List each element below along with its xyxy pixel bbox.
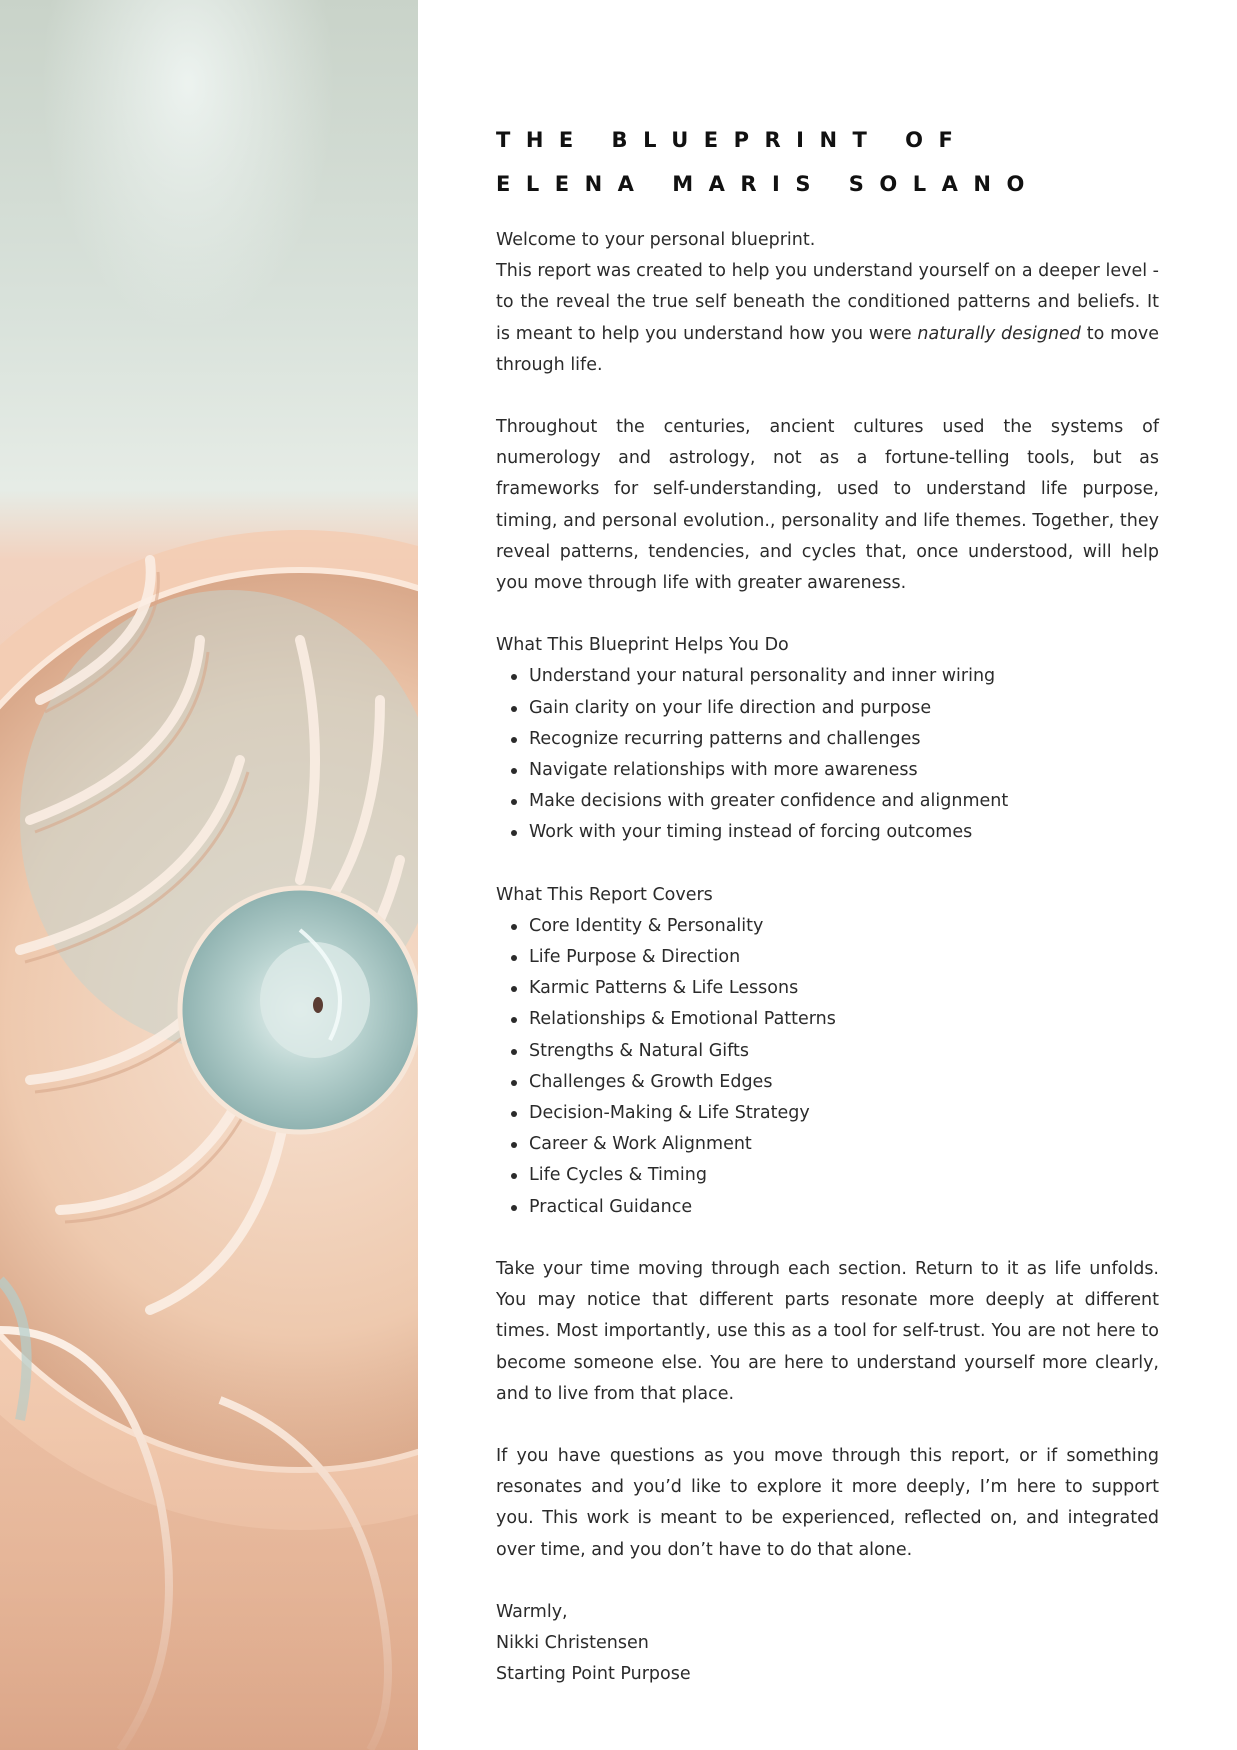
intro-text-after: to move through life. <box>496 323 1159 375</box>
list-item: Make decisions with greater confidence and alignment <box>529 786 1159 817</box>
list-item: Work with your timing instead of forcing outcomes <box>529 817 1159 848</box>
list-item: Challenges & Growth Edges <box>529 1067 1159 1098</box>
signoff-company: Starting Point Purpose <box>496 1664 691 1685</box>
closing-paragraph-2: If you have questions as you move through this report, or if something resonates and you’d like to explore it more deeply, I’m here to support you. This work is meant to be experienced, reflected on, and integrated over time, and you don’t have to do that alone. <box>496 1445 1159 1560</box>
list-item: Understand your natural personality and inner wiring <box>529 661 1159 692</box>
nautilus-shell-illustration <box>0 0 418 1750</box>
covers-list <box>496 911 1159 1223</box>
list-item: Core Identity & Personality <box>529 911 1159 942</box>
intro-paragraph <box>496 225 1159 381</box>
list-item: Life Purpose & Direction <box>529 942 1159 973</box>
list-item: Navigate relationships with more awareness <box>529 755 1159 786</box>
welcome-line: Welcome to your personal blueprint. <box>496 230 816 250</box>
list-item: Decision-Making & Life Strategy <box>529 1098 1159 1129</box>
signoff <box>496 1597 1159 1691</box>
list-item: Recognize recurring patterns and challenges <box>529 724 1159 755</box>
helps-heading: What This Blueprint Helps You Do <box>496 635 789 656</box>
list-item: Life Cycles & Timing <box>529 1160 1159 1191</box>
list-item: Career & Work Alignment <box>529 1129 1159 1160</box>
history-paragraph: Throughout the centuries, ancient cultures used the systems of numerology and astrology, not as a fortune-telling tools, but as frameworks for self-understanding, used to understand life purpose, timing, and personal evolution., personality and life themes. Together, they reveal patterns, tendencies, and cycles that, once understood, will help you move through life with greater awareness. <box>496 417 1159 594</box>
title-line-2: ELENA MARIS SOLANO <box>496 172 1040 196</box>
list-item: Karmic Patterns & Life Lessons <box>529 973 1159 1004</box>
intro-text-before: This report was created to help you understand yourself on a deeper level - to the reveal the true self beneath the conditioned patterns and beliefs. It is meant to help you understand how you were <box>496 261 1159 344</box>
report-content <box>496 118 1159 1690</box>
nautilus-shell-image <box>0 0 418 1750</box>
title-line-1: THE BLUEPRINT OF <box>496 128 969 152</box>
signoff-name: Nikki Christensen <box>496 1632 649 1653</box>
closing-paragraph-1: Take your time moving through each section. Return to it as life unfolds. You may notice that different parts resonate more deeply at different times. Most importantly, use this as a tool for self-trust. You are not here to become someone else. You are here to understand yourself more clearly, and to live from that place. <box>496 1258 1159 1404</box>
covers-heading: What This Report Covers <box>496 884 713 905</box>
intro-emphasis: naturally designed <box>917 323 1081 344</box>
report-title <box>496 118 1159 206</box>
list-item: Relationships & Emotional Patterns <box>529 1004 1159 1035</box>
list-item: Strengths & Natural Gifts <box>529 1036 1159 1067</box>
list-item: Practical Guidance <box>529 1192 1159 1223</box>
helps-list <box>496 661 1159 848</box>
list-item: Gain clarity on your life direction and purpose <box>529 693 1159 724</box>
signoff-greeting: Warmly, <box>496 1601 568 1622</box>
